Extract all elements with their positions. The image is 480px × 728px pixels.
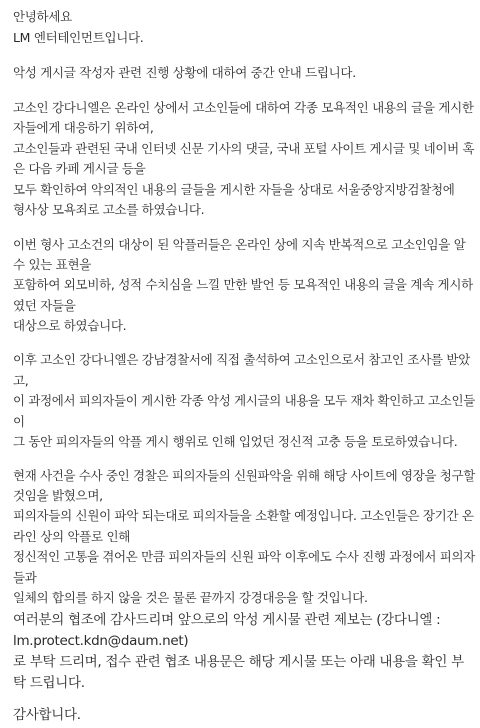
paragraph5-line: 탁 드립니다. xyxy=(13,674,85,691)
paragraph2-line: 였던 자들을 xyxy=(13,298,76,314)
paragraph1-line: 형사상 모욕죄로 고소를 하였습니다. xyxy=(13,202,205,217)
paragraph2-line: 수 있는 표현을 xyxy=(13,257,91,273)
paragraph3-line: 그 동안 피의자들의 악플 게시 행위로 인해 입었던 정신적 고충 등을 토로하였습니다. xyxy=(13,433,458,449)
paragraph2-line: 포함하여 외모비하, 성적 수치심을 느낄 만한 발언 등 모욕적인 내용의 글을 계속 게시하 xyxy=(13,277,473,293)
paragraph5-line: 여러분의 협조에 감사드리며 앞으로의 악성 게시물 관련 제보는 (강다니엘 : xyxy=(13,612,441,629)
paragraph3-line: 고, xyxy=(13,372,29,388)
greeting-hello: 안녕하세요 xyxy=(13,9,72,25)
greeting-company: LM 엔터테인먼트입니다. xyxy=(13,30,144,46)
paragraph1-line: 모두 확인하여 악의적인 내용의 글들을 게시한 자들을 상대로 서울중앙지방검찰청에 xyxy=(13,182,455,197)
paragraph4-line: 피의자들의 신원이 파악 되는대로 피의자들을 소환할 예정입니다. 고소인들은 장기간 온 xyxy=(13,508,474,524)
paragraph4-line: 일체의 합의를 하지 않을 것은 물론 끝까지 강경대응을 할 것입니다. xyxy=(13,590,368,606)
paragraph1-line: 고소인들과 관련된 국내 인터넷 신문 기사의 댓글, 국내 포털 사이트 게시글 및 네이버 혹 xyxy=(13,141,475,156)
paragraph4-line: 현재 사건을 수사 중인 경찰은 피의자들의 신원파악을 위해 해당 사이트에 영장을 청구할 xyxy=(13,467,475,483)
paragraph4-line: 들과 xyxy=(13,570,37,586)
paragraph1-line: 은 다음 카페 게시글 등을 xyxy=(13,161,146,176)
paragraph4-line: 정신적인 고통을 겪어온 만큼 피의자들의 신원 파악 이후에도 수사 진행 과정에서 피의자 xyxy=(13,549,475,565)
paragraph3-line: 이 xyxy=(13,413,25,429)
paragraph5-email: lm.protect.kdn@daum.net) xyxy=(13,633,189,649)
paragraph2-line: 대상으로 하였습니다. xyxy=(13,318,127,334)
paragraph1-line: 자들에게 대응하기 위하여, xyxy=(13,120,154,136)
paragraph3-line: 이 과정에서 피의자들이 게시한 각종 악성 게시글의 내용을 모두 재차 확인하고 고소인들 xyxy=(13,392,475,408)
paragraph4-line: 라인 상의 악플로 인해 xyxy=(13,529,130,545)
paragraph1-line: 고소인 강다니엘은 온라인 상에서 고소인들에 대하여 각종 모욕적인 내용의 글을 게시한 xyxy=(13,100,474,116)
paragraph3-line: 이후 고소인 강다니엘은 강남경찰서에 직접 출석하여 고소인으로서 참고인 조사를 받았 xyxy=(13,352,470,367)
closing-text: 감사합니다. xyxy=(13,706,81,723)
paragraph2-line: 이번 형사 고소건의 대상이 된 악플러들은 온라인 상에 지속 반복적으로 고소인임을 알 xyxy=(13,236,466,252)
paragraph5-line: 로 부탁 드리며, 접수 관련 협조 내용문은 해당 게시물 또는 아래 내용을 확인 부 xyxy=(13,653,464,670)
paragraph4-line: 것임을 밝혔으며, xyxy=(13,488,103,504)
intro-text: 악성 게시글 작성자 관련 진행 상황에 대하여 중간 안내 드립니다. xyxy=(13,64,356,80)
